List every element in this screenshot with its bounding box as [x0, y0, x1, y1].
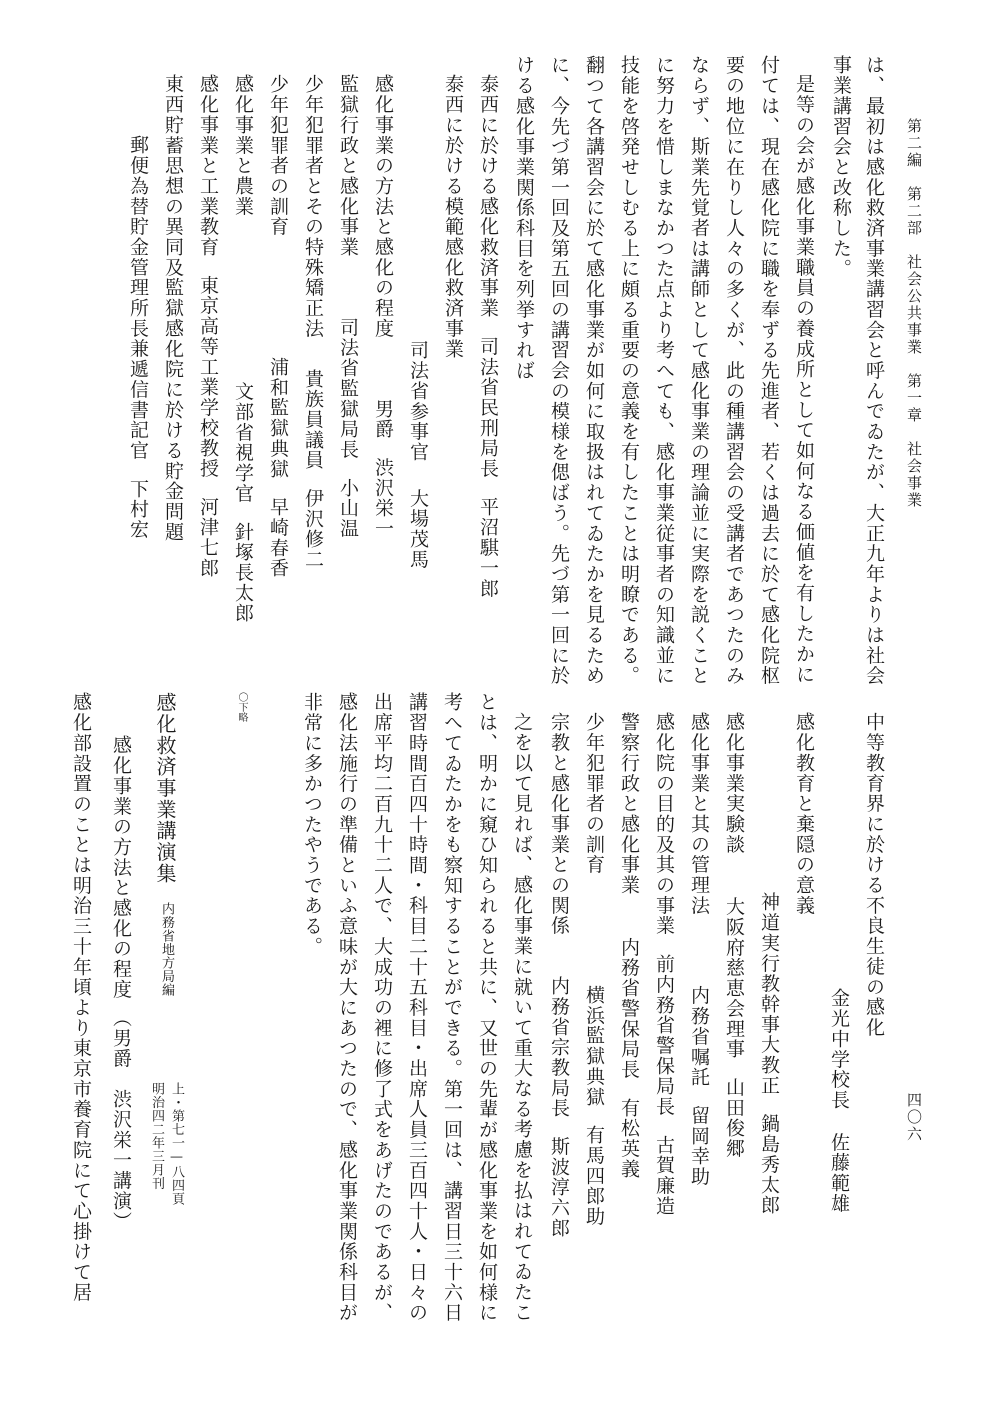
subtitle-speaker: （男爵 渋沢栄一講演）	[110, 1007, 132, 1232]
lecture-speaker: 早崎春香	[267, 496, 289, 579]
lecture-affiliation: 文部省視学官	[232, 381, 254, 504]
lecture-affiliation: 司法省監獄局長	[337, 317, 359, 460]
book-title: 感化救済事業講演集	[153, 692, 177, 885]
lecture-entry	[689, 712, 708, 1187]
lecture-entry	[829, 988, 848, 1214]
lecture-speaker: 大場茂馬	[407, 488, 429, 570]
lecture-affiliation: 司法省参事官	[407, 340, 429, 463]
lecture-entry	[549, 712, 568, 1238]
lecture-entry	[268, 74, 287, 578]
paragraph-line: 之を以て見れば、感化事業に就いて重大なる考慮を払はれてゐたこ	[511, 712, 533, 1323]
lecture-entry	[128, 135, 147, 540]
paragraph-line: に努力を惜しまなかつた点より考へても、感化事業従事者の知識並に	[653, 55, 675, 686]
book-date: 明治四二年三月刊	[149, 1082, 164, 1190]
lecture-speaker: 佐藤範雄	[828, 1132, 850, 1214]
lecture-entry: 感化教育と棄隠の意義	[793, 712, 815, 916]
book-editor: 内務省地方局編	[159, 902, 174, 997]
running-head: 第二編 第二部 社会公共事業 第一章 社会事業	[905, 118, 923, 509]
paragraph-line: 是等の会が感化事業職員の養成所として如何なる価値を有したかに	[793, 74, 815, 685]
page-number: 四〇六	[905, 1092, 923, 1143]
lecture-entry	[478, 74, 497, 598]
lecture-affiliation: 貴族員議員	[302, 368, 324, 471]
lecture-entry	[198, 74, 217, 578]
paragraph-line: 要の地位に在りし人々の多くが、此の種講習会の受講者であつたのみ	[723, 55, 745, 686]
lecture-speaker: 山田俊郷	[723, 1077, 745, 1159]
paragraph-line: 感化法施行の準備といふ意味が大にあつたので、感化事業関係科目が	[336, 692, 358, 1323]
subtitle-title: 感化事業の方法と感化の程度	[110, 735, 132, 1000]
lecture-entry	[759, 892, 778, 1215]
lecture-title: 宗教と感化事業との関係	[548, 712, 570, 936]
lecture-speaker: 斯波淳六郎	[548, 1136, 570, 1239]
lecture-title: 少年犯罪者とその特殊矯正法	[302, 74, 324, 339]
paragraph-line: 講習時間百四十時間・科目二十五科目・出席人員三百四十人・日々の	[406, 692, 428, 1323]
paragraph-line: 技能を啓発せしむる上に頗る重要の意義を有したことは明瞭である。	[618, 55, 640, 686]
lecture-affiliation: 内務省宗教局長	[548, 975, 570, 1119]
lecture-entry	[619, 712, 638, 1179]
lecture-entry	[654, 712, 673, 1216]
lecture-title: 少年犯罪者の訓育	[267, 74, 289, 237]
lecture-speaker: 伊沢修二	[302, 488, 324, 570]
lecture-speaker: 古賀廉造	[653, 1134, 675, 1217]
lecture-title: 感化院の目的及其の事業	[653, 712, 675, 936]
paragraph-line: ならず、斯業先覚者は講師として感化事業の理論並に実際を説くこと	[688, 55, 710, 686]
paragraph-line: 事業講習会と改称した。	[830, 55, 852, 279]
lecture-entry	[408, 340, 427, 570]
paragraph-line: 考へてゐたかをも察知することができる。第一回は、講習日三十六日	[441, 692, 463, 1323]
lecture-affiliation: 大阪府慈恵会理事	[723, 896, 745, 1060]
lecture-subtitle	[111, 735, 130, 1231]
paragraph-line: 非常に多かつたやうである。	[301, 692, 323, 957]
lecture-affiliation: 浦和監獄典獄	[267, 356, 289, 479]
lecture-affiliation: 前内務省警保局長	[653, 953, 675, 1117]
lecture-speaker: 留岡幸助	[688, 1105, 710, 1187]
lecture-entry: 泰西に於ける模範感化救済事業	[442, 74, 464, 359]
book-pages: 上・第七一—八四頁	[169, 1082, 184, 1206]
paragraph-line: に、今先づ第一回及第五回の講習会の模様を偲ばう。先づ第一回に於	[548, 55, 570, 686]
lecture-affiliation: 神道実行教幹事大教正	[758, 892, 780, 1096]
lecture-speaker: 小山温	[337, 477, 359, 539]
lecture-entry	[724, 712, 743, 1159]
lecture-entry	[233, 74, 252, 623]
lecture-affiliation: 郵便為替貯金管理所長兼遞信書記官	[127, 135, 149, 461]
lecture-speaker: 有馬四郎助	[583, 1124, 605, 1227]
lecture-title: 少年犯罪者の訓育	[583, 712, 605, 875]
lecture-title: 泰西に於ける感化救済事業	[477, 74, 499, 319]
lecture-speaker: 有松英義	[618, 1097, 640, 1180]
paragraph-line: とは、明かに窺ひ知られると共に、又世の先輩が感化事業を如何様に	[476, 692, 498, 1323]
paragraph-line: 出席平均二百九十二人で、大成功の裡に修了式をあげたのであるが、	[371, 692, 393, 1323]
lecture-title: 感化事業実験談	[723, 712, 745, 855]
lecture-affiliation: 東京高等工業学校教授	[197, 275, 219, 479]
lecture-title: 感化事業と農業	[232, 74, 254, 217]
omission-note: 〇下略	[236, 692, 247, 722]
lecture-title: 警察行政と感化事業	[618, 712, 640, 896]
lecture-entry	[303, 74, 322, 570]
paragraph-line: 感化部設置のことは明治三十年頃より東京市養育院にて心掛けて居	[70, 692, 92, 1303]
lecture-entry	[584, 712, 603, 1227]
lecture-title: 感化事業と其の管理法	[688, 712, 710, 916]
lecture-affiliation: 内務省警保局長	[618, 937, 640, 1080]
lecture-affiliation: 横浜監獄典獄	[583, 984, 605, 1107]
paragraph-line: ける感化事業関係科目を列挙すれば	[513, 55, 535, 381]
lecture-speaker: 河津七郎	[197, 496, 219, 579]
lecture-affiliation: 司法省民刑局長	[477, 336, 499, 479]
lecture-entry: 中等教育界に於ける不良生徒の感化	[863, 712, 885, 1038]
paragraph-line: 翻つて各講習会に於て感化事業が如何に取扱はれてゐたかを見るため	[583, 55, 605, 686]
lecture-entry	[373, 74, 392, 539]
lecture-entry: 東西貯蓄思想の異同及監獄感化院に於ける貯金問題	[162, 74, 184, 543]
lecture-affiliation: 金光中学校長	[828, 988, 850, 1111]
lecture-speaker: 下村宏	[127, 478, 149, 540]
lecture-title: 感化事業の方法と感化の程度	[372, 74, 394, 339]
lecture-affiliation: 内務省嘱託	[688, 985, 710, 1088]
lecture-entry	[338, 74, 357, 539]
paragraph-line: は、最初は感化救済事業講習会と呼んでゐたが、大正九年よりは社会	[863, 55, 885, 686]
lecture-affiliation: 男爵	[372, 398, 394, 440]
lecture-speaker: 平沼騏一郎	[477, 496, 499, 599]
lecture-title: 感化事業と工業教育	[197, 74, 219, 258]
lecture-speaker: 渋沢栄一	[372, 457, 394, 539]
lecture-speaker: 鍋島秀太郎	[758, 1113, 780, 1216]
paragraph-line: 付ては、現在感化院に職を奉ずる先進者、若くは過去に於て感化院枢	[758, 55, 780, 686]
lecture-title: 監獄行政と感化事業	[337, 74, 359, 258]
lecture-speaker: 針塚長太郎	[232, 521, 254, 624]
